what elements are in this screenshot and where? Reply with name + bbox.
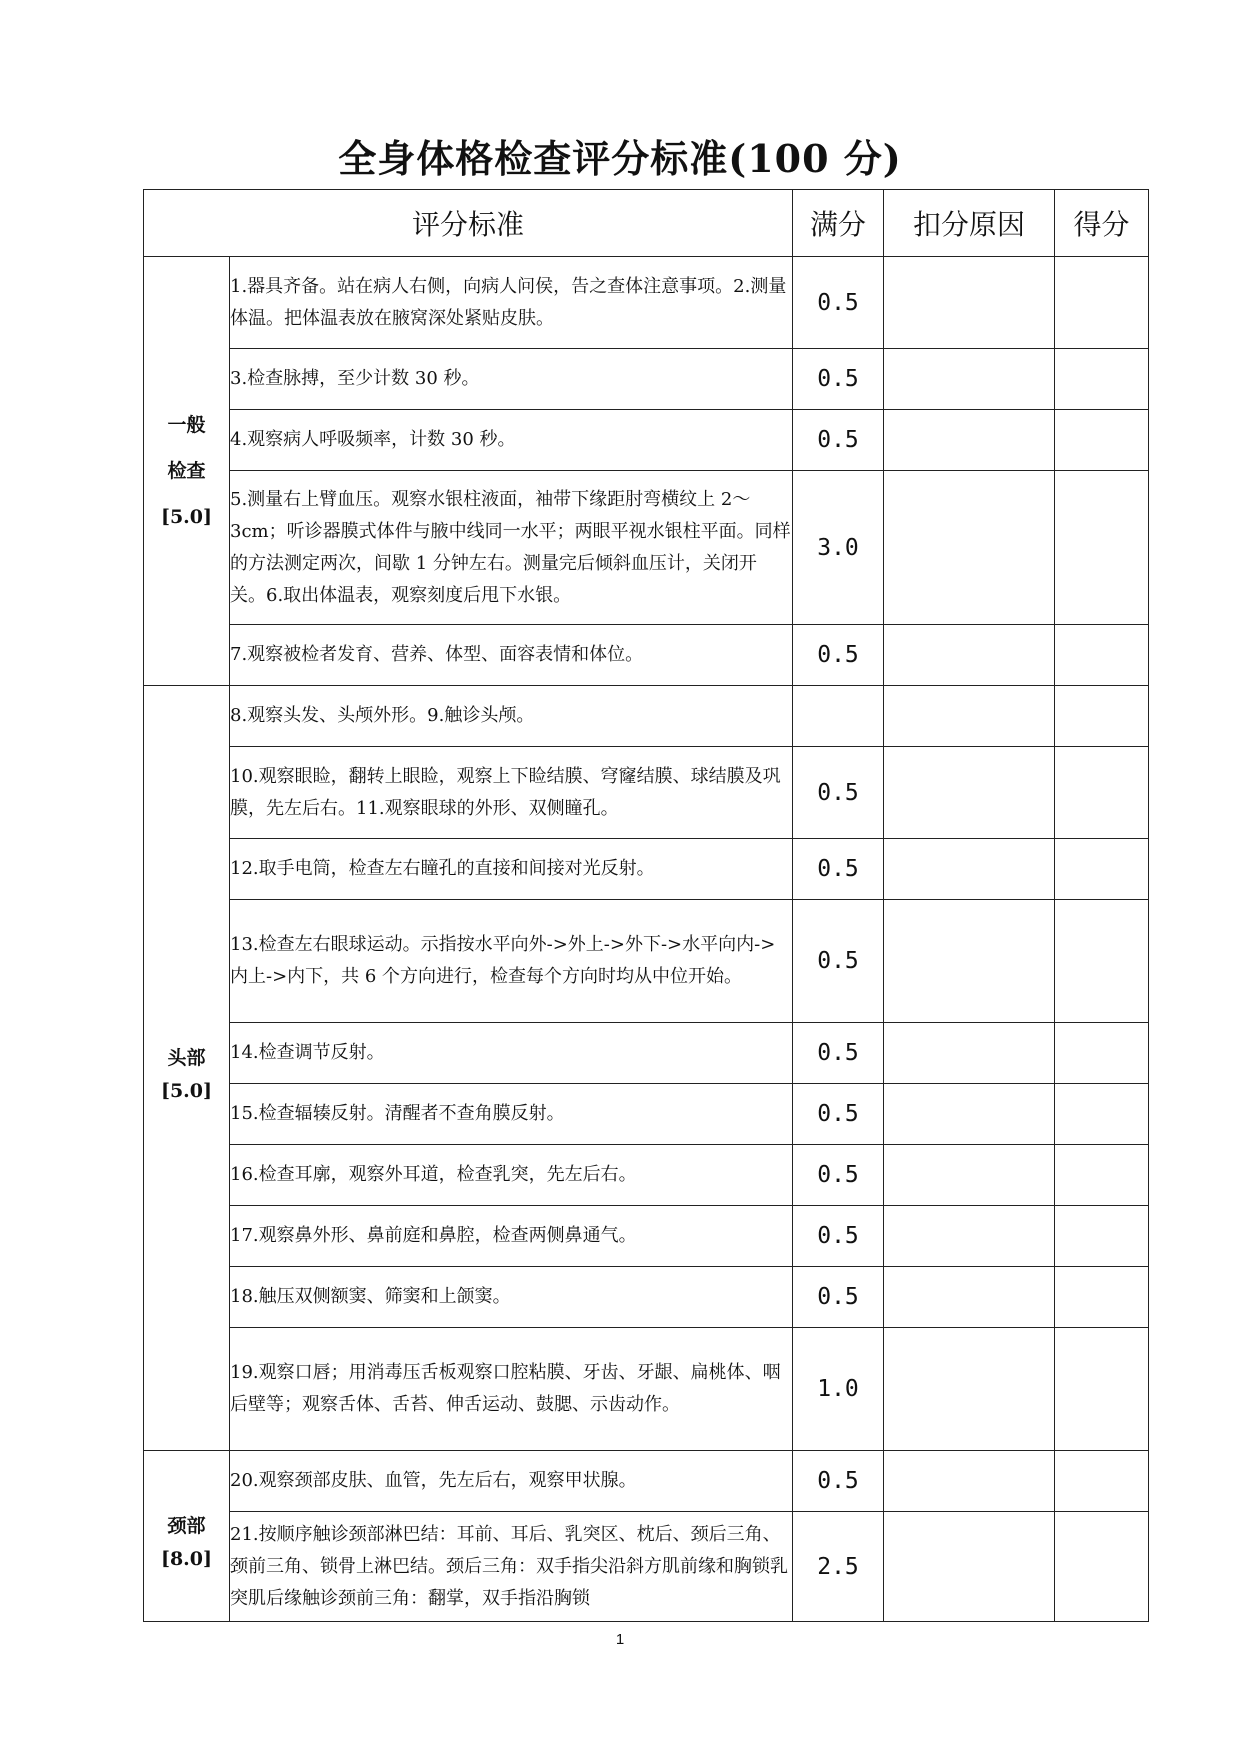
full-score (793, 686, 884, 747)
deduction-reason-cell[interactable] (884, 349, 1055, 410)
score-cell[interactable] (1055, 1145, 1149, 1206)
score-cell[interactable] (1055, 1084, 1149, 1145)
section-neck-points: [8.0] (160, 1548, 213, 1570)
score-cell[interactable] (1055, 1206, 1149, 1267)
deduction-reason-cell[interactable] (884, 410, 1055, 471)
criteria-text: 16.检查耳廓，观察外耳道，检查乳突，先左后右。 (230, 1145, 793, 1206)
table-row (144, 686, 1149, 747)
criteria-text: 5.测量右上臂血压。观察水银柱液面，袖带下缘距肘弯横纹上 2～3cm；听诊器膜式体件与腋中线同一水平；两眼平视水银柱平面。同样的方法测定两次，间歇 1 分钟左右。测量完后倾斜血压计，关闭开关。6.取出体温表，观察刻度后甩下水银。 (230, 471, 793, 625)
table-row (144, 349, 1149, 410)
table-row (144, 839, 1149, 900)
criteria-text: 14.检查调节反射。 (230, 1023, 793, 1084)
header-criteria: 评分标准 (144, 190, 793, 257)
deduction-reason-cell[interactable] (884, 1084, 1055, 1145)
criteria-text: 4.观察病人呼吸频率，计数 30 秒。 (230, 410, 793, 471)
criteria-text: 3.检查脉搏，至少计数 30 秒。 (230, 349, 793, 410)
deduction-reason-cell[interactable] (884, 1328, 1055, 1451)
section-neck (144, 1451, 230, 1622)
header-row (144, 190, 1149, 257)
deduction-reason-cell[interactable] (884, 257, 1055, 349)
page-title: 全身体格检查评分标准(100 分) (338, 136, 902, 181)
score-cell[interactable] (1055, 349, 1149, 410)
score-cell[interactable] (1055, 625, 1149, 686)
criteria-text: 1.器具齐备。站在病人右侧，向病人问侯，告之查体注意事项。2.测量体温。把体温表放在腋窝深处紧贴皮肤。 (230, 257, 793, 349)
score-cell[interactable] (1055, 900, 1149, 1023)
header-deduction-reason: 扣分原因 (884, 190, 1055, 257)
score-cell[interactable] (1055, 257, 1149, 349)
full-score: 0.5 (793, 1023, 884, 1084)
section-general-line1: 一般 (167, 414, 206, 436)
full-score: 0.5 (793, 900, 884, 1023)
deduction-reason-cell[interactable] (884, 1206, 1055, 1267)
table-row (144, 625, 1149, 686)
deduction-reason-cell[interactable] (884, 1023, 1055, 1084)
deduction-reason-cell[interactable] (884, 471, 1055, 625)
score-cell[interactable] (1055, 747, 1149, 839)
full-score: 0.5 (793, 1084, 884, 1145)
section-general (144, 257, 230, 686)
table-row (144, 1084, 1149, 1145)
section-head-points: [5.0] (160, 1080, 213, 1102)
table-row (144, 747, 1149, 839)
score-cell[interactable] (1055, 471, 1149, 625)
score-cell[interactable] (1055, 686, 1149, 747)
table-row (144, 1023, 1149, 1084)
section-general-points: [5.0] (160, 506, 213, 528)
full-score: 0.5 (793, 839, 884, 900)
criteria-text: 21.按顺序触诊颈部淋巴结：耳前、耳后、乳突区、枕后、颈后三角、颈前三角、锁骨上淋巴结。颈后三角：双手指尖沿斜方肌前缘和胸锁乳突肌后缘触诊颈前三角：翻掌，双手指沿胸锁 (230, 1512, 793, 1622)
section-general-line2: 检查 (167, 460, 206, 482)
score-cell[interactable] (1055, 1451, 1149, 1512)
deduction-reason-cell[interactable] (884, 1145, 1055, 1206)
full-score: 3.0 (793, 471, 884, 625)
table-row (144, 1512, 1149, 1622)
table-row (144, 1206, 1149, 1267)
deduction-reason-cell[interactable] (884, 839, 1055, 900)
full-score: 0.5 (793, 257, 884, 349)
score-cell[interactable] (1055, 1267, 1149, 1328)
section-head-line1: 头部 (167, 1047, 206, 1069)
criteria-text: 13.检查左右眼球运动。示指按水平向外->外上->外下->水平向内->内上->内下，共 6 个方向进行，检查每个方向时均从中位开始。 (230, 900, 793, 1023)
full-score: 0.5 (793, 410, 884, 471)
header-score: 得分 (1055, 190, 1149, 257)
full-score: 0.5 (793, 747, 884, 839)
table-row (144, 1451, 1149, 1512)
deduction-reason-cell[interactable] (884, 686, 1055, 747)
criteria-text: 18.触压双侧额窦、筛窦和上颌窦。 (230, 1267, 793, 1328)
score-cell[interactable] (1055, 1023, 1149, 1084)
criteria-text: 20.观察颈部皮肤、血管，先左后右，观察甲状腺。 (230, 1451, 793, 1512)
criteria-text: 17.观察鼻外形、鼻前庭和鼻腔，检查两侧鼻通气。 (230, 1206, 793, 1267)
table-row (144, 1267, 1149, 1328)
full-score: 1.0 (793, 1328, 884, 1451)
full-score: 0.5 (793, 1145, 884, 1206)
table-row (144, 1328, 1149, 1451)
full-score: 0.5 (793, 1451, 884, 1512)
scoring-table (143, 189, 1149, 1622)
score-cell[interactable] (1055, 1328, 1149, 1451)
section-head (144, 686, 230, 1451)
full-score: 0.5 (793, 349, 884, 410)
criteria-text: 8.观察头发、头颅外形。9.触诊头颅。 (230, 686, 793, 747)
deduction-reason-cell[interactable] (884, 900, 1055, 1023)
deduction-reason-cell[interactable] (884, 747, 1055, 839)
table-row (144, 900, 1149, 1023)
table-row (144, 471, 1149, 625)
criteria-text: 19.观察口唇；用消毒压舌板观察口腔粘膜、牙齿、牙龈、扁桃体、咽后壁等；观察舌体、舌苔、伸舌运动、鼓腮、示齿动作。 (230, 1328, 793, 1451)
full-score: 0.5 (793, 1206, 884, 1267)
score-cell[interactable] (1055, 1512, 1149, 1622)
criteria-text: 15.检查辐辏反射。清醒者不查角膜反射。 (230, 1084, 793, 1145)
section-neck-line1: 颈部 (167, 1515, 206, 1537)
deduction-reason-cell[interactable] (884, 625, 1055, 686)
full-score: 0.5 (793, 625, 884, 686)
table-row (144, 257, 1149, 349)
criteria-text: 10.观察眼睑，翻转上眼睑，观察上下睑结膜、穹窿结膜、球结膜及巩膜，先左后右。11.观察眼球的外形、双侧瞳孔。 (230, 747, 793, 839)
header-full-score: 满分 (793, 190, 884, 257)
full-score: 0.5 (793, 1267, 884, 1328)
full-score: 2.5 (793, 1512, 884, 1622)
table-row (144, 1145, 1149, 1206)
deduction-reason-cell[interactable] (884, 1267, 1055, 1328)
table-row (144, 410, 1149, 471)
deduction-reason-cell[interactable] (884, 1512, 1055, 1622)
score-cell[interactable] (1055, 839, 1149, 900)
deduction-reason-cell[interactable] (884, 1451, 1055, 1512)
criteria-text: 7.观察被检者发育、营养、体型、面容表情和体位。 (230, 625, 793, 686)
criteria-text: 12.取手电筒，检查左右瞳孔的直接和间接对光反射。 (230, 839, 793, 900)
page-number: 1 (615, 1631, 625, 1648)
score-cell[interactable] (1055, 410, 1149, 471)
